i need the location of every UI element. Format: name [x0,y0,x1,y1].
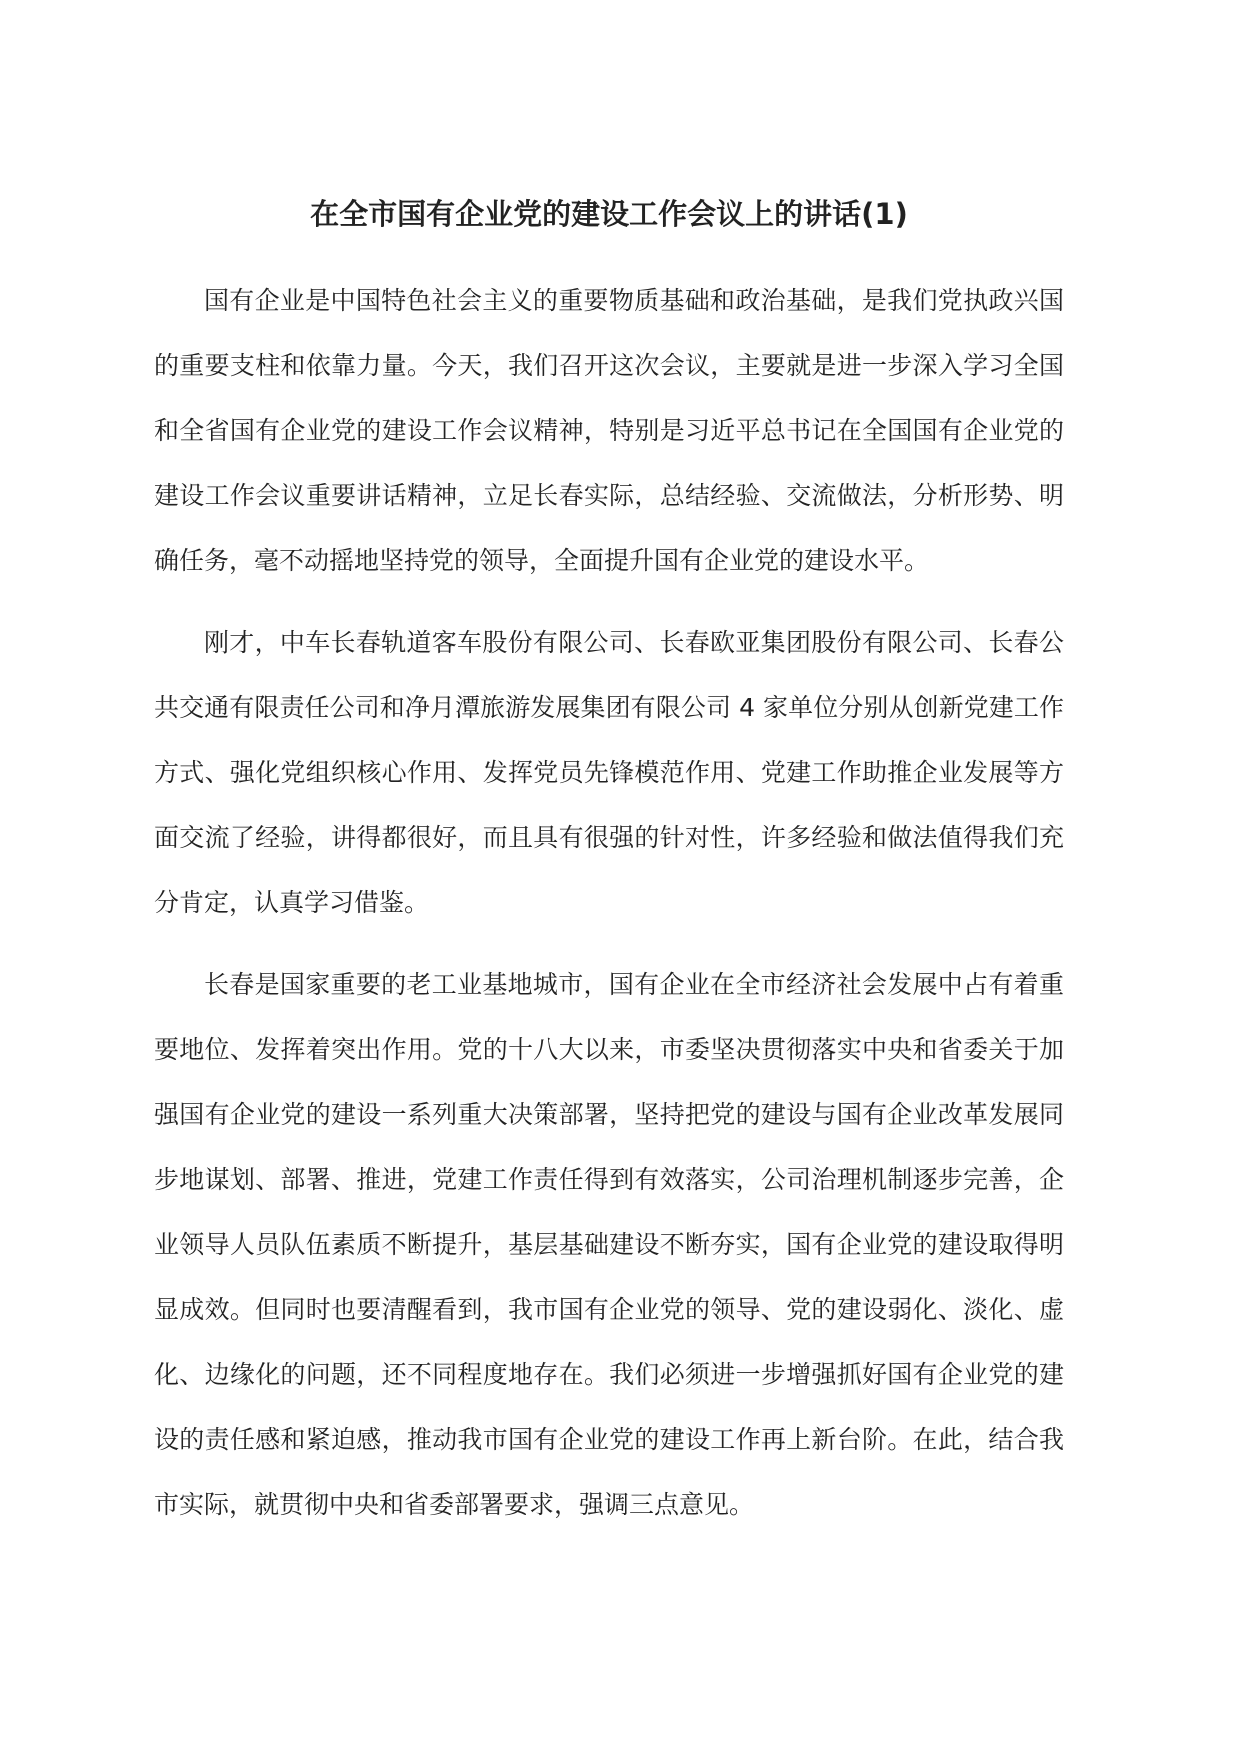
paragraph-3: 长春是国家重要的老工业基地城市，国有企业在全市经济社会发展中占有着重要地位、发挥着突出作用。党的十八大以来，市委坚决贯彻落实中央和省委关于加强国有企业党的建设一系列重大决策部署，坚持把党的建设与国有企业改革发展同步地谋划、部署、推进，党建工作责任得到有效落实，公司治理机制逐步完善，企业领导人员队伍素质不断提升，基层基础建设不断夯实，国有企业党的建设取得明显成效。但同时也要清醒看到，我市国有企业党的领导、党的建设弱化、淡化、虚化、边缘化的问题，还不同程度地存在。我们必须进一步增强抓好国有企业党的建设的责任感和紧迫感，推动我市国有企业党的建设工作再上新台阶。在此，结合我市实际，就贯彻中央和省委部署要求，强调三点意见。 [154,970,1064,1519]
document-body [154,268,1064,1554]
paragraph-1: 国有企业是中国特色社会主义的重要物质基础和政治基础，是我们党执政兴国的重要支柱和依靠力量。今天，我们召开这次会议，主要就是进一步深入学习全国和全省国有企业党的建设工作会议精神，特别是习近平总书记在全国国有企业党的建设工作会议重要讲话精神，立足长春实际，总结经验、交流做法，分析形势、明确任务，毫不动摇地坚持党的领导，全面提升国有企业党的建设水平。 [154,286,1064,575]
document-title: 在全市国有企业党的建设工作会议上的讲话(1) [310,197,908,231]
paragraph-2: 刚才，中车长春轨道客车股份有限公司、长春欧亚集团股份有限公司、长春公共交通有限责任公司和净月潭旅游发展集团有限公司 4 家单位分别从创新党建工作方式、强化党组织核心作用、发挥党员先锋模范作用、党建工作助推企业发展等方面交流了经验，讲得都很好，而且具有很强的针对性，许多经验和做法值得我们充分肯定，认真学习借鉴。 [154,628,1064,917]
